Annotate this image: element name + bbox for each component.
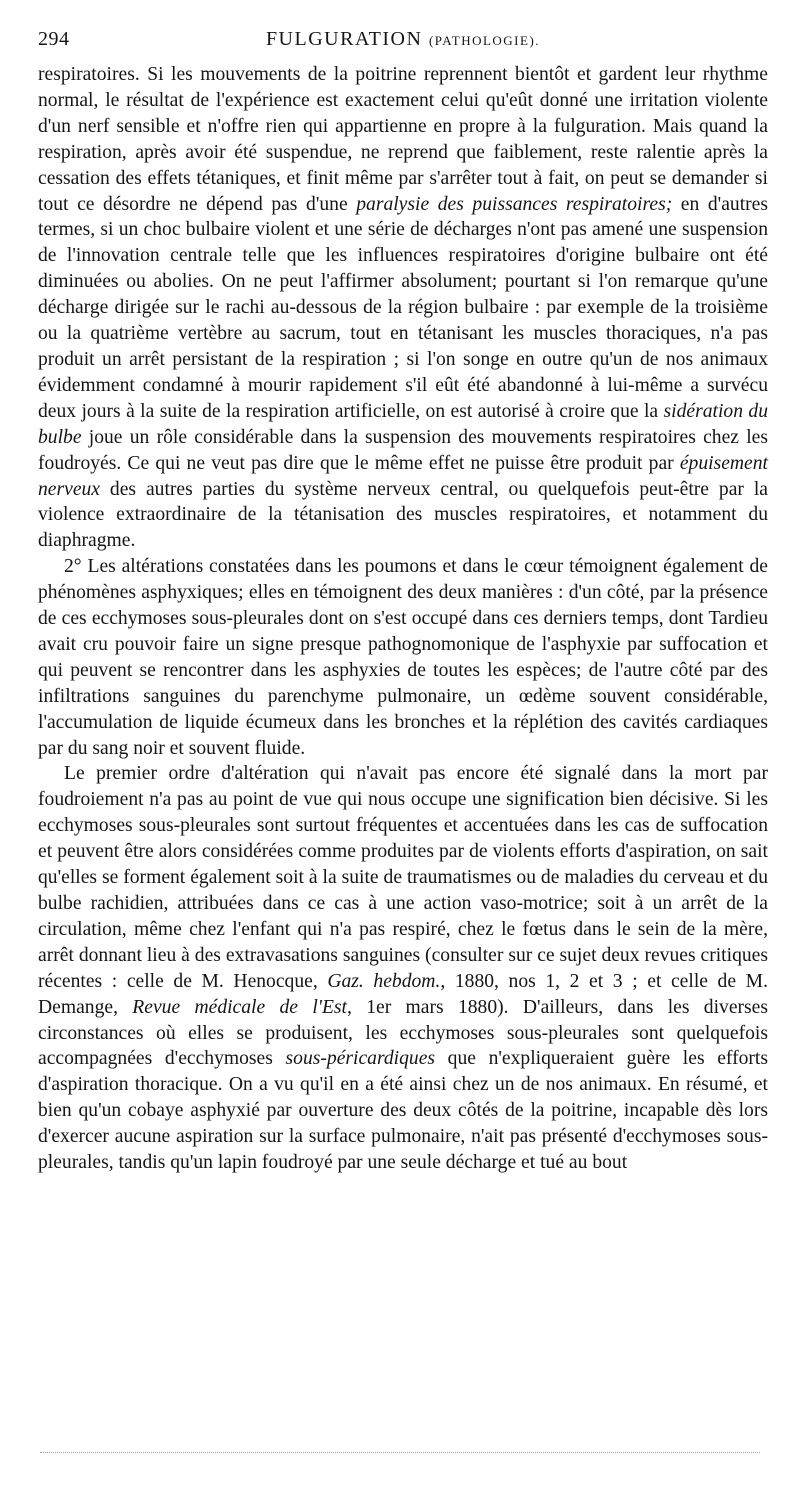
running-head-subtitle: (PATHOLOGIE). <box>428 33 541 48</box>
paragraph-1-text-b: en d'autres termes, si un choc bulbaire violent et une série de décharges n'ont pas amené une suspension de l'innovation centrale telle que les influences respiratoires d'origine bulbaire ont été diminuées ou abolies. On ne peut l'affirmer absolument; pourtant si l'on remarque qu'une décharge dirigée sur le rachi au-dessous de la région bulbaire : par exemple de la troisième ou la quatrième vertèbre au sacrum, tout en tétanisant les muscles thoraciques, n'a pas produit un arrêt persistant de la respiration ; si l'on songe en outre qu'un de nos animaux évidemment condamné à mourir rapidement s'il eût été abandonné à lui-même a survécu deux jours à la suite de la respiration artificielle, on est autorisé à croire que la <box>38 193 768 422</box>
page-number: 294 <box>38 28 70 50</box>
paragraph-3-italic-a: Gaz. hebdom. <box>327 970 441 992</box>
paragraph-1-text-a: respiratoires. Si les mouvements de la poitrine reprennent bientôt et gardent leur rhythme normal, le résultat de l'expérience est exactement celui qu'eût donné une irritation violente d'un nerf sensible et n'offre rien qui appartienne en propre à la fulguration. Mais quand la respiration, après avoir été suspendue, ne reprend que faiblement, reste ralentie après la cessation des effets tétaniques, et finit même par s'arrêter tout à fait, on peut se demander si tout ce désordre ne dépend pas d'une <box>38 64 768 215</box>
paragraph-3-italic-c: sous-péricardiques <box>285 1048 436 1070</box>
paragraph-3-text-a: Le premier ordre d'altération qui n'avait pas encore été signalé dans la mort par foudroiement n'a pas au point de vue qui nous occupe une signification bien décisive. Si les ecchymoses sous-pleurales sont surtout fréquentes et accentuées dans les cas de suffocation et peuvent être alors considérées comme produites par de violents efforts d'aspiration, on sait qu'elles se forment également soit à la suite de traumatismes ou de maladies du cerveau et du bulbe rachidien, attribuées dans ce cas à une action vaso-motrice; soit à un arrêt de la circulation, même chez l'enfant qui n'a pas respiré, chez le fœtus dans le sein de la mère, arrêt donnant lieu à des extravasations sanguines (consulter sur ce sujet deux revues critiques récentes : celle de M. Henocque, <box>38 763 768 992</box>
paragraph-1-text-d: des autres parties du système nerveux central, ou quelquefois peut-être par la violence extraordinaire de la tétanisation des muscles respiratoires, et notamment du diaphragme. <box>38 478 768 552</box>
paragraph-1-italic-b: sidération du bulbe <box>38 400 768 448</box>
paragraph-1 <box>38 62 768 554</box>
document-page <box>38 28 768 1176</box>
paragraph-3-text-c: , 1er mars 1880). D'ailleurs, dans les diverses circonstances où elles se produisent, les ecchymoses sous-pleurales sont quelquefois accompagnées d'ecchymoses <box>38 996 768 1070</box>
paragraph-2: 2° Les altérations constatées dans les poumons et dans le cœur témoignent également de phénomènes asphyxiques; elles en témoignent des deux manières : d'un côté, par la présence de ces ecchymoses sous-pleurales dont on s'est occupé dans ces derniers temps, dont Tardieu avait cru pouvoir faire un signe presque pathognomonique de l'asphyxie par suffocation et qui peuvent se rencontrer dans les asphyxies de toutes les espèces; de l'autre côté par des infiltrations sanguines du parenchyme pulmonaire, un œdème souvent considérable, l'accumulation de liquide écumeux dans les bronches et la réplétion des cavités cardiaques par du sang noir et souvent fluide. <box>38 556 768 759</box>
paragraph-3 <box>38 761 768 1176</box>
page-header <box>38 28 768 62</box>
body-text <box>38 62 768 1176</box>
paragraph-1-italic-a: paralysie des puissances respiratoires; <box>356 193 673 215</box>
paragraph-3-italic-b: Revue médicale de l'Est <box>132 996 347 1018</box>
running-head <box>38 28 768 51</box>
running-head-title: FULGURATION <box>265 28 423 50</box>
paragraph-1-text-c: joue un rôle considérable dans la suspension des mouvements respiratoires chez les foudroyés. Ce qui ne veut pas dire que le même effet ne puisse être produit par <box>38 426 768 474</box>
paragraph-3-text-b: , 1880, nos 1, 2 et 3 ; et celle de M. Demange, <box>38 970 768 1018</box>
footer-rule <box>40 1452 760 1453</box>
paragraph-3-text-d: que n'expliqueraient guère les efforts d'aspiration thoracique. On a vu qu'il en a été ainsi chez un de nos animaux. En résumé, et bien qu'un cobaye asphyxié par ouverture des deux côtés de la poitrine, incapable dès lors d'exercer aucune aspiration sur la surface pulmonaire, n'ait pas présenté d'ecchymoses sous-pleurales, tandis qu'un lapin foudroyé par une seule décharge et tué au bout <box>38 1048 768 1174</box>
paragraph-1-italic-c: épuisement nerveux <box>38 452 768 500</box>
